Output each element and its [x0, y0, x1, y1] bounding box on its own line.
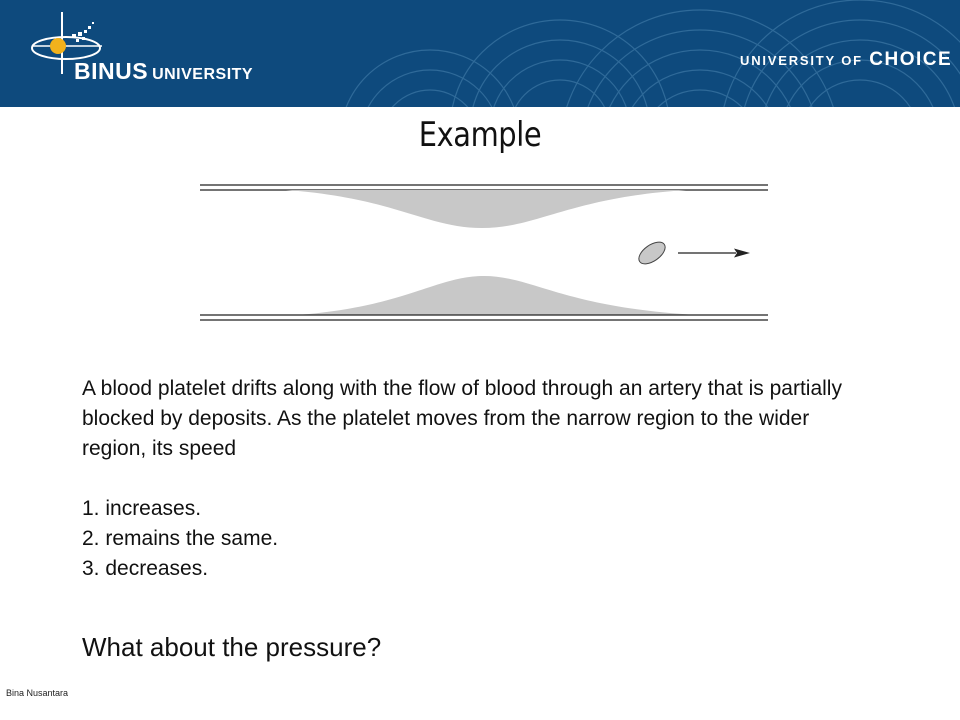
footer-text: Bina Nusantara: [6, 688, 69, 698]
arrow-right-icon: [678, 249, 750, 258]
artery-diagram: [196, 180, 772, 325]
bottom-deposit: [296, 276, 696, 315]
question-text: A blood platelet drifts along with the flow of blood through an artery that is partially blocked by deposits. As the platelet moves from the narrow region to the wider region, its speed: [82, 377, 842, 460]
tagline: [740, 49, 952, 71]
slide-title: Example: [418, 115, 542, 155]
option-increases: 1. increases.: [82, 497, 202, 520]
brand-name: BINUS: [74, 58, 149, 84]
brand-logo-text: [74, 58, 253, 85]
option-remains-same: 2. remains the same.: [82, 527, 279, 550]
follow-up-question: What about the pressure?: [82, 632, 382, 662]
top-deposit: [286, 190, 686, 228]
tagline-prefix: UNIVERSITY OF: [740, 53, 863, 68]
logo-sun-dot: [50, 38, 66, 54]
answer-options: [82, 494, 872, 584]
question-block: [82, 374, 872, 584]
option-decreases: 3. decreases.: [82, 557, 209, 580]
slide-header: [0, 0, 960, 107]
platelet: [635, 238, 669, 268]
brand-suffix: UNIVERSITY: [152, 66, 254, 83]
tagline-highlight: CHOICE: [869, 49, 953, 70]
